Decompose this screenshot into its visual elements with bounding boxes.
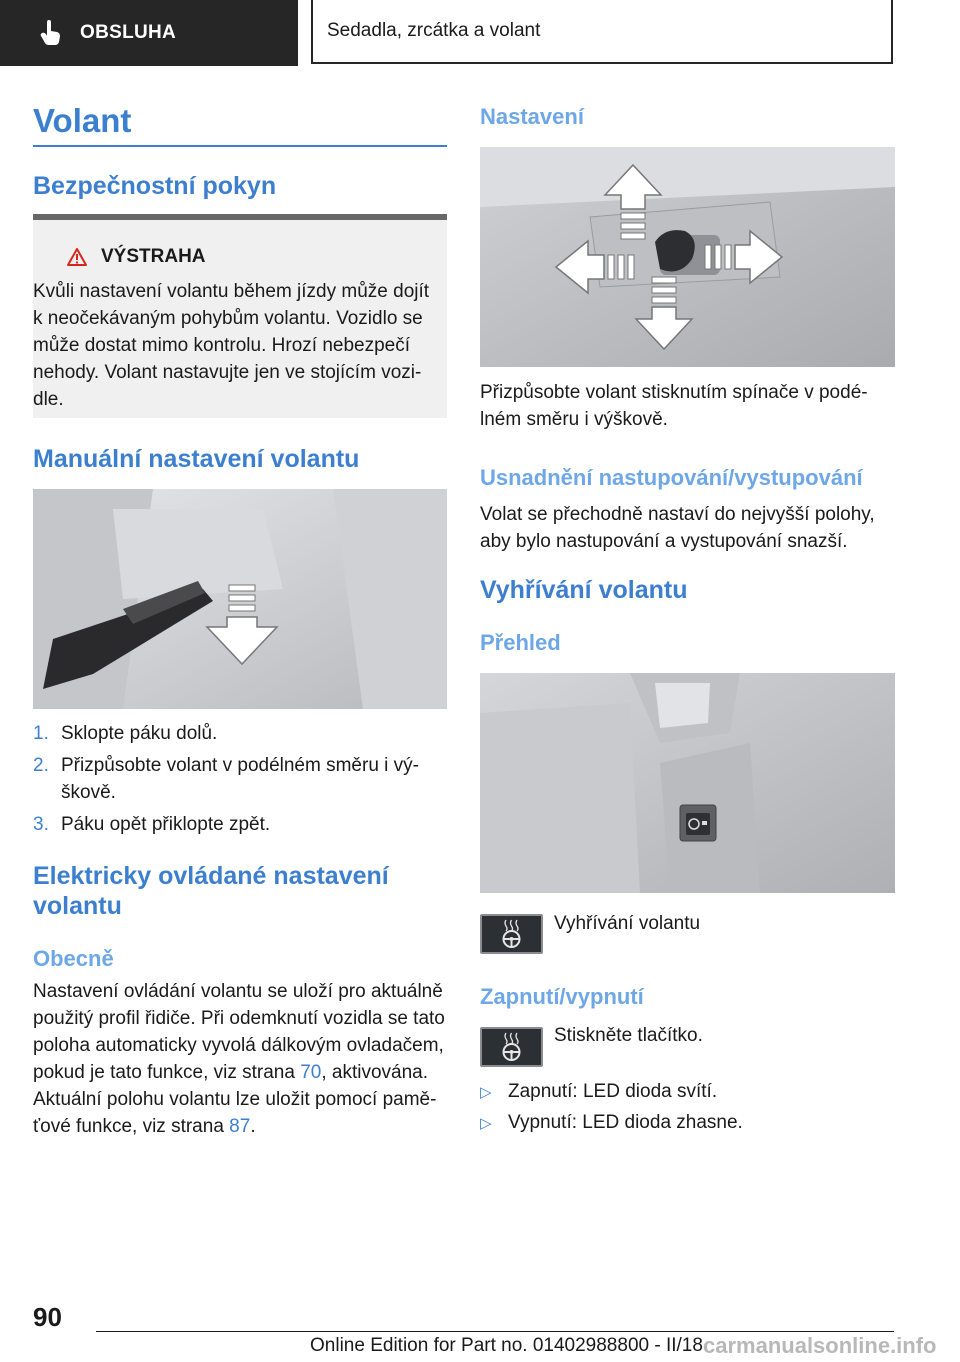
warning-line: může dostat mimo kontrolu. Hrozí nebezpečí [33, 335, 411, 356]
warning-line: k neočekávaným pohybům volantu. Vozidlo se [33, 308, 423, 329]
chapter-tab[interactable] [311, 0, 893, 64]
steering-wheel-heat-icon [482, 916, 541, 952]
page-number: 90 [33, 1302, 62, 1332]
step-number: 2. [33, 755, 49, 776]
step-text: Sklopte páku dolů. [61, 723, 218, 744]
warning-title [67, 246, 206, 268]
text-line: Nastavení ovládání volantu se uloží pro aktuálně [33, 981, 443, 1002]
text-line: použitý profil řidiče. Při odemknutí vozidla se tato [33, 1008, 445, 1029]
step-text: Páku opět přiklopte zpět. [61, 814, 271, 835]
title-rule [33, 145, 447, 147]
step-number: 1. [33, 723, 49, 744]
text-line: poloha automaticky vyvolá dálkovým ovladačem, [33, 1035, 444, 1056]
heating-button-symbol [480, 914, 543, 954]
text-line: lném směru i výškově. [480, 409, 668, 430]
page-link-87[interactable]: 87 [229, 1116, 251, 1137]
text-line: Přizpůsobte volant stisknutím spínače v podé‐ [480, 382, 868, 403]
hand-pointer-icon [40, 20, 62, 46]
text-fragment: ťové funkce, viz strana [33, 1116, 230, 1137]
heating-button[interactable] [480, 1027, 543, 1067]
overview-heading: Přehled [480, 630, 561, 655]
electric-switch-photo [480, 147, 895, 367]
bullet-triangle-icon: ▷ [480, 1115, 492, 1132]
general-text [33, 978, 447, 1086]
heating-button-illustration [480, 673, 895, 893]
text-line: Volat se přechodně nastaví do nejvyšší polohy, [480, 504, 875, 525]
watermark: carmanualsonline.info [703, 1333, 937, 1358]
manual-adjust-heading: Manuální nastavení volantu [33, 445, 360, 473]
step-item [33, 752, 419, 779]
electric-adjust-heading: Elektricky ovládané nastavení [33, 862, 389, 890]
easy-entry-heading: Usnadnění nastupování/vystupování [480, 465, 863, 490]
page-link-70[interactable]: 70 [300, 1062, 322, 1083]
safety-heading: Bezpečnostní pokyn [33, 172, 277, 200]
heating-button-photo [480, 673, 895, 893]
step-number: 3. [33, 814, 49, 835]
warning-line: nehody. Volant nastavujte jen ve stojícím vozi‐ [33, 362, 422, 383]
manual-lever-photo [33, 489, 447, 709]
bullet-text: Vypnutí: LED dioda zhasne. [508, 1112, 743, 1133]
general-heading: Obecně [33, 946, 114, 971]
text-fragment: pokud je tato funkce, viz strana [33, 1062, 301, 1083]
press-button-text: Stiskněte tlačítko. [554, 1025, 703, 1046]
step-item [33, 720, 217, 747]
bullet-item [480, 1078, 717, 1106]
page-title: Volant [33, 102, 132, 139]
memory-text [33, 1086, 447, 1140]
text-line [33, 1059, 447, 1086]
section-tab[interactable] [0, 0, 298, 66]
setting-caption [480, 379, 895, 433]
easy-entry-text [480, 501, 895, 555]
setting-heading: Nastavení [480, 104, 584, 129]
warning-line: dle. [33, 389, 64, 410]
step-text-continued: škově. [61, 782, 116, 803]
warning-box [33, 214, 447, 418]
steering-heating-heading: Vyhřívání volantu [480, 576, 688, 604]
text-line: aby bylo nastupování a vystupování snazší. [480, 531, 848, 552]
switch-illustration [480, 147, 895, 367]
section-tab-label: OBSLUHA [80, 22, 177, 43]
onoff-heading: Zapnutí/vypnutí [480, 984, 644, 1009]
step-item [33, 811, 270, 838]
warning-line: Kvůli nastavení volantu během jízdy může dojít [33, 281, 430, 302]
electric-adjust-heading-line2: volantu [33, 892, 122, 920]
bullet-triangle-icon: ▷ [480, 1084, 492, 1101]
text-fragment: , aktivována. [321, 1062, 429, 1083]
page-header [0, 0, 960, 66]
steering-wheel-heat-icon [482, 1029, 541, 1065]
text-line [33, 1113, 447, 1140]
warning-text [33, 278, 438, 413]
edition-text: Online Edition for Part no. 01402988800 - II/18 [310, 1335, 703, 1356]
bullet-text: Zapnutí: LED dioda svítí. [508, 1081, 718, 1102]
warning-title-text: VÝSTRAHA [101, 246, 206, 267]
step-text: Přizpůsobte volant v podélném směru i vý‐ [61, 755, 419, 776]
text-fragment: . [250, 1116, 256, 1137]
text-line: Aktuální polohu volantu lze uložit pomocí pamě‐ [33, 1089, 437, 1110]
warning-triangle-icon [67, 248, 87, 266]
footer-rule [96, 1331, 894, 1332]
bullet-item [480, 1109, 743, 1137]
lever-illustration [33, 489, 447, 709]
chapter-tab-label: Sedadla, zrcátka a volant [327, 20, 541, 41]
heating-label: Vyhřívání volantu [554, 913, 701, 934]
